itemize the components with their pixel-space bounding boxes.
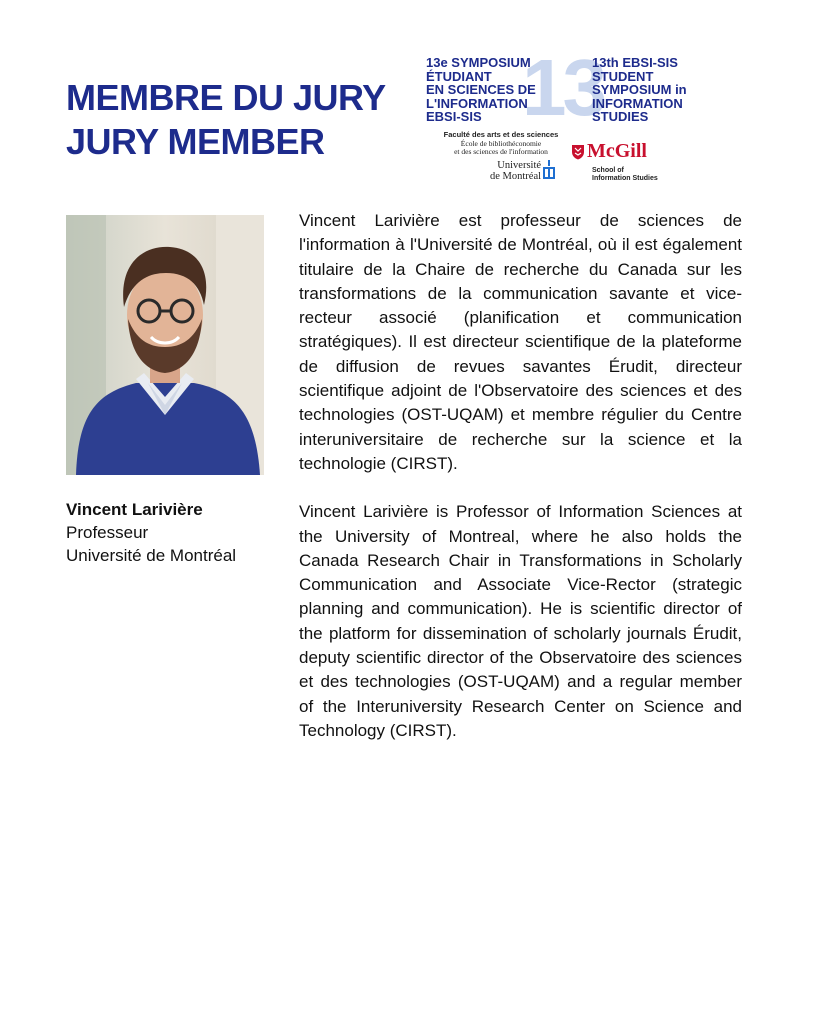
- logo-en-line: INFORMATION: [592, 95, 683, 111]
- person-title: Professeur: [66, 523, 149, 542]
- school-of-information-studies: [592, 167, 658, 183]
- logo-fr-line: EBSI-SIS: [426, 109, 482, 124]
- school-line: École de bibliothéconomie: [460, 138, 542, 148]
- mcgill-wordmark: McGill: [587, 140, 647, 162]
- mcgill-crest-icon: [571, 144, 585, 160]
- biography: [299, 209, 742, 743]
- sis-line: Information Studies: [592, 175, 658, 182]
- page-heading: [66, 76, 386, 164]
- person-info: [66, 498, 236, 567]
- logo-en-line: 13th EBSI-SIS: [592, 55, 678, 70]
- logo-fr-line: ÉTUDIANT: [426, 68, 492, 84]
- bio-french: Vincent Larivière est professeur de sciences de l'information à l'Université de Montréal, où il est également titulaire de la Chaire de recherche du Canada sur les transformations de la communication savante et vice-recteur associé (planification et communication stratégiques). Il est directeur scientifique de la plateforme de diffusion de revues savantes Érudit, directeur scientifique adjoint de l'Observatoire des sciences et des technologies (OST-UQAM) et membre régulier du Centre interuniversitaire de recherche sur la science et la technologie (CIRST).: [299, 211, 742, 473]
- logo-english-title: [592, 56, 687, 124]
- person-affiliation: Université de Montréal: [66, 546, 237, 565]
- udem-wordmark: [490, 160, 541, 182]
- udem-emblem-icon: [541, 160, 557, 180]
- heading-english: JURY MEMBER: [66, 121, 325, 162]
- faculty-name: Faculté des arts et des sciences: [443, 130, 559, 139]
- logo-en-line: SYMPOSIUM in: [592, 82, 687, 97]
- logo-fr-line: 13e SYMPOSIUM: [426, 55, 531, 70]
- sis-line: School of: [592, 167, 624, 174]
- bio-english: Vincent Larivière is Professor of Information Sciences at the University of Montreal, where he also holds the Canada Research Chair in Transformations in Scholarly Communication and Associate Vice-Rector (strategic planning and communication). He is scientific director of the platform for dissemination of scholarly journals Érudit, deputy scientific director of the Observatoire des sciences et des technologies (OST-UQAM) and a regular member of the Interuniversity Research Center on Science and Technology (CIRST).: [299, 502, 742, 740]
- symposium-logo: [424, 43, 687, 187]
- person-name: Vincent Larivière: [66, 500, 203, 519]
- heading-french: MEMBRE DU JURY: [66, 77, 386, 118]
- logo-en-line: STUDIES: [592, 109, 649, 124]
- logo-french-title: [426, 56, 536, 124]
- logo-fr-line: L'INFORMATION: [426, 95, 528, 111]
- faculty-label: [426, 131, 576, 157]
- portrait-illustration: [66, 215, 264, 475]
- udem-line: de Montréal: [490, 171, 542, 182]
- udem-line: Université: [497, 160, 542, 171]
- logo-en-line: STUDENT: [592, 68, 654, 84]
- logo-big-number: 13: [522, 43, 603, 132]
- logo-fr-line: EN SCIENCES DE: [426, 82, 536, 97]
- school-line: et des sciences de l'information: [454, 147, 548, 156]
- portrait-photo: [66, 215, 264, 475]
